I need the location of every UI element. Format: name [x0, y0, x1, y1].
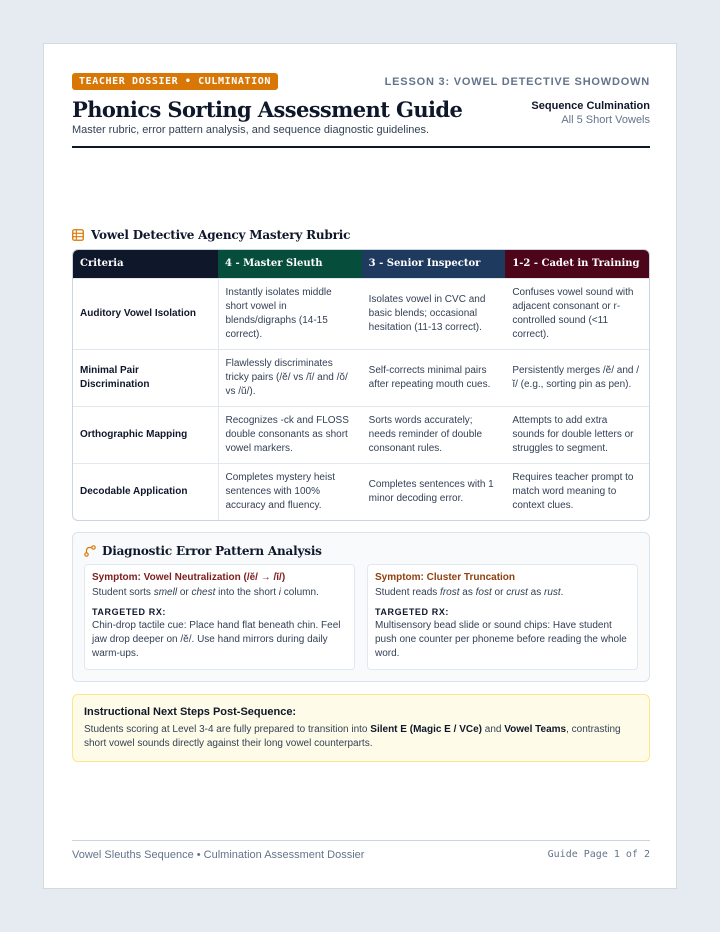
- page-content: [72, 72, 650, 762]
- page-title: Phonics Sorting Assessment Guide: [72, 97, 463, 122]
- level-1-2-cell: Attempts to add extra sounds for double letters or struggles to segment.: [505, 406, 649, 463]
- column-header-level-3: 3 - Senior Inspector: [362, 250, 506, 278]
- header-divider: [72, 146, 650, 148]
- table-row: [73, 406, 649, 463]
- table-row: [73, 278, 649, 349]
- level-4-cell: Flawlessly discriminates tricky pairs (/ĕ/ vs /ĭ/ and /ŏ/ vs /ŭ/).: [218, 349, 362, 406]
- criteria-cell: Decodable Application: [73, 463, 218, 520]
- error-card-vowel-neutralization: [84, 564, 355, 670]
- criteria-cell: Orthographic Mapping: [73, 406, 218, 463]
- next-steps-text: Students scoring at Level 3-4 are fully prepared to transition into Silent E (Magic E / VCe) and Vowel Teams, contrasting short vowel sounds directly against their long vowel counterparts.: [84, 724, 621, 749]
- level-4-cell: Instantly isolates middle short vowel in blends/digraphs (14-15 correct).: [218, 278, 362, 349]
- table-row: [73, 463, 649, 520]
- route-icon: [84, 545, 96, 557]
- level-1-2-cell: Confuses vowel sound with adjacent consonant or r-controlled sound (<11 correct).: [505, 278, 649, 349]
- symptom-title: Symptom: Cluster Truncation: [375, 572, 516, 583]
- rx-text: Multisensory bead slide or sound chips: Have student push one counter per phoneme before reading the whole word.: [375, 620, 627, 659]
- column-header-level-4: 4 - Master Sleuth: [218, 250, 362, 278]
- title-block: [72, 97, 462, 136]
- dossier-badge: TEACHER DOSSIER • CULMINATION: [72, 73, 278, 90]
- level-4-cell: Recognizes -ck and FLOSS double consonants as short vowel markers.: [218, 406, 362, 463]
- symptom-title: Symptom: Vowel Neutralization (/ĕ/ → /ĭ/): [92, 572, 286, 583]
- rx-label: TARGETED RX:: [92, 607, 167, 617]
- level-3-cell: Isolates vowel in CVC and basic blends; occasional hesitation (11-13 correct).: [362, 278, 506, 349]
- page-number: Guide Page 1 of 2: [547, 849, 650, 860]
- diagnostic-title: Diagnostic Error Pattern Analysis: [102, 544, 322, 558]
- rx-label: TARGETED RX:: [375, 607, 450, 617]
- page-footer: [72, 840, 650, 861]
- rubric-header-row: [73, 250, 649, 278]
- diagnostic-heading: [84, 544, 638, 558]
- diagnostic-panel: [72, 532, 650, 682]
- symptom-description: Student sorts smell or chest into the short i column.: [92, 587, 319, 598]
- table-row: [73, 349, 649, 406]
- table-grid-icon: [72, 229, 84, 241]
- rubric-title: Vowel Detective Agency Mastery Rubric: [91, 228, 351, 242]
- mastery-rubric-table: [72, 249, 650, 521]
- level-4-cell: Completes mystery heist sentences with 100% accuracy and fluency.: [218, 463, 362, 520]
- sequence-sub: All 5 Short Vowels: [561, 114, 650, 126]
- footer-label: Vowel Sleuths Sequence • Culmination Assessment Dossier: [72, 849, 365, 861]
- rubric-heading: [72, 228, 650, 242]
- criteria-cell: Minimal Pair Discrimination: [73, 349, 218, 406]
- next-steps-callout: [72, 694, 650, 762]
- page-subtitle: Master rubric, error pattern analysis, and sequence diagnostic guidelines.: [72, 124, 430, 136]
- column-header-level-1-2: 1-2 - Cadet in Training: [505, 250, 649, 278]
- criteria-cell: Auditory Vowel Isolation: [73, 278, 218, 349]
- header-top-row: [72, 72, 650, 91]
- level-3-cell: Self-corrects minimal pairs after repeating mouth cues.: [362, 349, 506, 406]
- sequence-label: Sequence Culmination: [531, 100, 650, 112]
- symptom-description: Student reads frost as fost or crust as rust.: [375, 587, 564, 598]
- column-header-criteria: Criteria: [73, 250, 218, 278]
- title-row: [72, 97, 650, 136]
- next-steps-title: Instructional Next Steps Post-Sequence:: [84, 706, 297, 718]
- level-1-2-cell: Requires teacher prompt to match word meaning to context clues.: [505, 463, 649, 520]
- level-3-cell: Completes sentences with 1 minor decoding error.: [362, 463, 506, 520]
- sequence-info: [531, 97, 650, 126]
- level-3-cell: Sorts words accurately; needs reminder of double consonant rules.: [362, 406, 506, 463]
- lesson-label: LESSON 3: VOWEL DETECTIVE SHOWDOWN: [384, 75, 650, 88]
- error-pattern-cards: [84, 564, 638, 670]
- rx-text: Chin-drop tactile cue: Place hand flat beneath chin. Feel jaw drop deeper on /ĕ/. Use hand mirrors during daily warm-ups.: [92, 620, 341, 659]
- dossier-page: [43, 43, 677, 889]
- level-1-2-cell: Persistently merges /ĕ/ and /ĭ/ (e.g., sorting pin as pen).: [505, 349, 649, 406]
- error-card-cluster-truncation: [367, 564, 638, 670]
